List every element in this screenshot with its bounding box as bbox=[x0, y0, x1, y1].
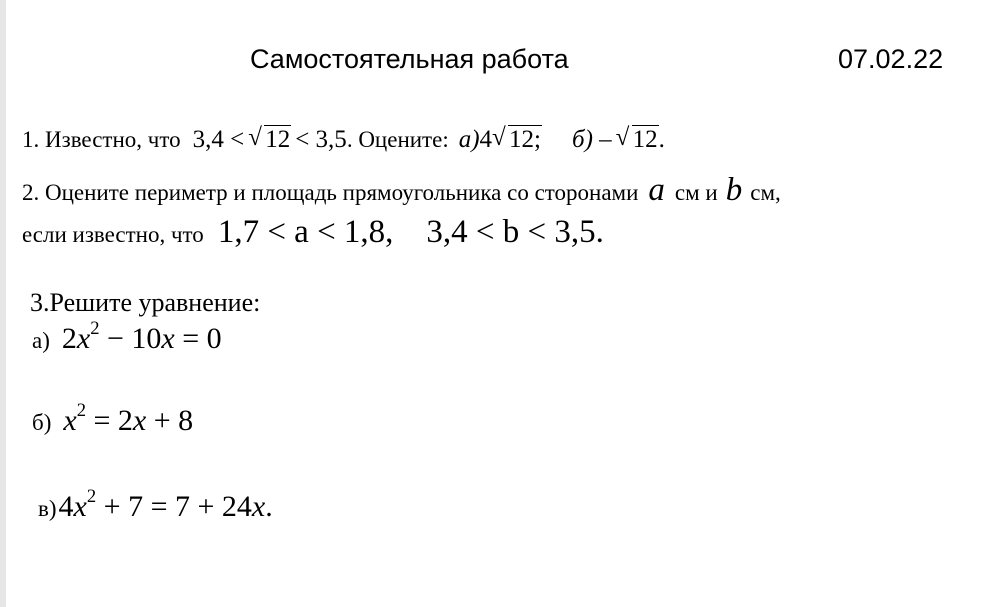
task3-b-line bbox=[32, 400, 194, 438]
task3-heading: 3.Решите уравнение: bbox=[30, 288, 261, 317]
task1-ineq-right: < 3,5 bbox=[295, 126, 347, 153]
task2-line1 bbox=[22, 172, 781, 209]
task3-a-equation: $2x^2 - 10x = 0$ bbox=[61, 318, 222, 355]
task3-a-label: а) bbox=[32, 328, 50, 353]
task2-var-a: a bbox=[648, 172, 665, 208]
task1-a-sqrt: √ 12; bbox=[492, 124, 541, 153]
task1-line bbox=[22, 126, 665, 154]
task3-c-line bbox=[38, 486, 273, 524]
task1-a-radicand: 12; bbox=[509, 126, 541, 153]
task1-prefix: 1. Известно, что bbox=[22, 127, 181, 152]
task2-unit1: см и bbox=[674, 180, 718, 205]
task3-b-equation: $x^2 = 2x + 8$ bbox=[63, 400, 194, 437]
page-title: Самостоятельная работа bbox=[250, 44, 569, 74]
task2-var-b: b bbox=[725, 172, 743, 208]
task2-unit2: см, bbox=[750, 180, 781, 205]
task1-mid: . Оцените: bbox=[346, 127, 449, 152]
page-date: 07.02.22 bbox=[838, 44, 944, 74]
task1-a-coef: 4 bbox=[479, 126, 493, 153]
task1-b-radicand: 12 bbox=[632, 126, 658, 153]
task1-b-sqrt: √ 12 bbox=[615, 124, 658, 153]
task1-end: . bbox=[658, 126, 665, 153]
task1-b-label: б) – bbox=[572, 126, 612, 153]
task2-text1: 2. Оцените периметр и площадь прямоугольника со сторонами bbox=[22, 180, 639, 205]
task1-a-label: а) bbox=[458, 126, 480, 153]
page-edge bbox=[0, 0, 6, 607]
task1-ineq-sqrt: √ 12 bbox=[248, 124, 291, 153]
task1-ineq-radicand: 12 bbox=[265, 126, 291, 153]
task2-line2 bbox=[22, 214, 604, 251]
task2-condition: 1,7 < a < 1,8, 3,4 < b < 3,5. bbox=[217, 214, 604, 250]
task3-c-equation: $4x^2 + 7 = 7 + 24x$. bbox=[58, 486, 273, 523]
task1-ineq-left: 3,4 < bbox=[192, 126, 245, 153]
task3-c-label: в) bbox=[38, 496, 57, 521]
task2-text2: если известно, что bbox=[22, 222, 204, 247]
task3-b-label: б) bbox=[32, 410, 52, 435]
task3-a-line bbox=[32, 318, 222, 356]
